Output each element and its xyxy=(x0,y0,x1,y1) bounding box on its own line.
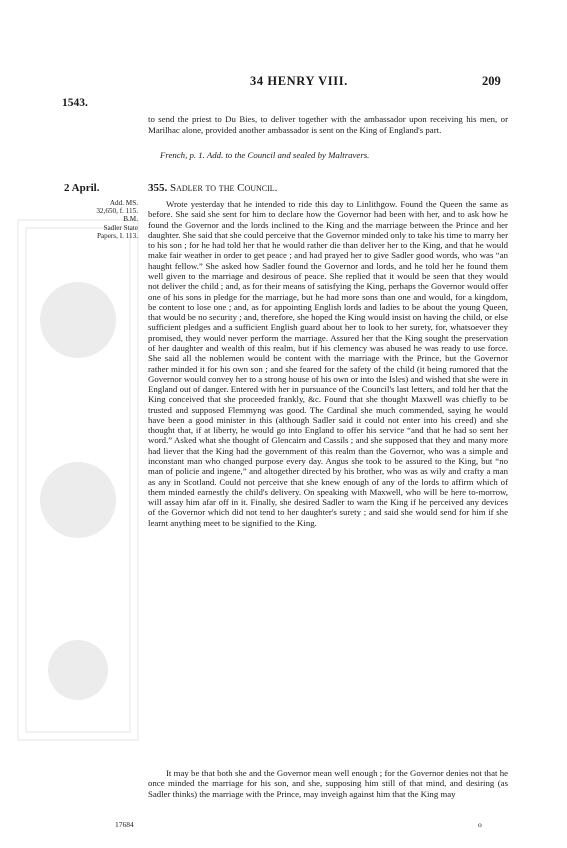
entry-number: 355. xyxy=(148,182,168,194)
page-number: 209 xyxy=(482,74,501,88)
footer-sheet-mark: o xyxy=(478,820,482,829)
source-line: B.M. xyxy=(123,215,138,224)
source-line: Sadler State xyxy=(103,223,138,232)
entry-title: Sadler to the Council. xyxy=(170,182,278,194)
running-head xyxy=(0,74,567,88)
running-title: 34 HENRY VIII. xyxy=(250,74,348,88)
previous-entry-note: French, p. 1. Add. to the Council and sealed by Maltravers. xyxy=(160,150,370,160)
previous-entry-text: to send the priest to Du Bies, to deliver together with the ambassador upon receiving his men, or Marilhac alone, provided another ambassador is sent on the King of England's part. xyxy=(148,114,508,135)
margin-year: 1543. xyxy=(62,97,88,109)
source-line: Add. MS. xyxy=(109,199,138,207)
footer-signature: 17684 xyxy=(115,820,134,829)
entry-heading xyxy=(148,182,277,194)
source-line: 32,650, f. 115. xyxy=(96,207,138,216)
entry-date: 2 April. xyxy=(64,182,100,194)
entry-paragraph: It may be that both she and the Governor mean well enough ; for the Governor denies not that he once minded the marriage for his son, and she, supposing him still of that mind, and desiring (as Sadler thinks) the marriage with the Prince, may inveigh against him that the King may xyxy=(148,768,508,799)
source-reference xyxy=(52,199,138,240)
entry-paragraph: Wrote yesterday that he intended to ride this day to Linlithgow. Found the Queen the same as before. She said she sent for him to declare how the Governor had been with her, and to ask how he found the Governor and the lords inclined to the King and the marriage between the Prince and her daughter. She said that she could perceive that the Governor minded only to take his time to marry her to his son ; for he had told her that he would rather die than deliver her to the King, and that he would make fair weather in order to get peace ; and had prayed her to give Sadler good words, who was “an haught fellow.” She asked how Sadler found the Governor and lords, and he told her he found them well given to the marriage and desirous of peace. She replied that it would be seen that they would not deliver the child ; and, as for their means of satisfying the King, perhaps the Governor would offer one of his sons in pledge for the marriage, but he had more sons than one and would, for a kingdom, be content to lose one ; and, as for appointing English lords and ladies to be about the young Queen, that would be no security ; and, therefore, she hoped the King would insist on having the child, or else sufficient pledges and a sufficient English guard about her to look to her surety, for, whatsoever they promised, they would never perform the marriage. Assured her that the King sought the preservation of her daughter and wealth of this realm, but if his clemency was abused he was ready to use force. She said all the noblemen would be content with the marriage with the Prince, but the Governor rather minded it for his own son ; and she feared for the safety of the child (it being rumored that the Governor would convey her to a strong house of his own or into the Isles) and wished that she were in England out of danger. Entered with her in pursuance of the Council's last letters, and told her that the King conceived that she proceeded frankly, &c. Found that she thought Maxwell was chiefly to be trusted and supposed Flemmyng was good. The Cardinal she much commended, saying he would have been a good minister in this (although Sadler said it could not enter into his creed) and she thought that, if at liberty, he would go into England to offer his service “and that he had so sent her word.” Asked what she thought of Glencairn and Cassils ; and she supposed that they and many more had liever that the King had the government of this realm than the Governor, who was a simple and inconstant man who changed purpose every day. Angus she took to be assured to the King, but “no man of policie and ingene,” and altogether directed by his brother, who was as wily and crafty a man as any in Scotland. Could not perceive that she knew enough of any of the lords to affirm which of them minded earnestly the child's delivery. On speaking with Maxwell, who will be here to-morrow, will assay him afar off in it. Finally, she desired Sadler to warn the King if he perceived any devices of the Governor which did not tend to her daughter's surety ; and said she would send for him if she learnt anything meet to be signified to the King. xyxy=(148,199,508,528)
source-line: Papers, I. 113. xyxy=(96,231,138,240)
library-watermark xyxy=(8,200,148,760)
